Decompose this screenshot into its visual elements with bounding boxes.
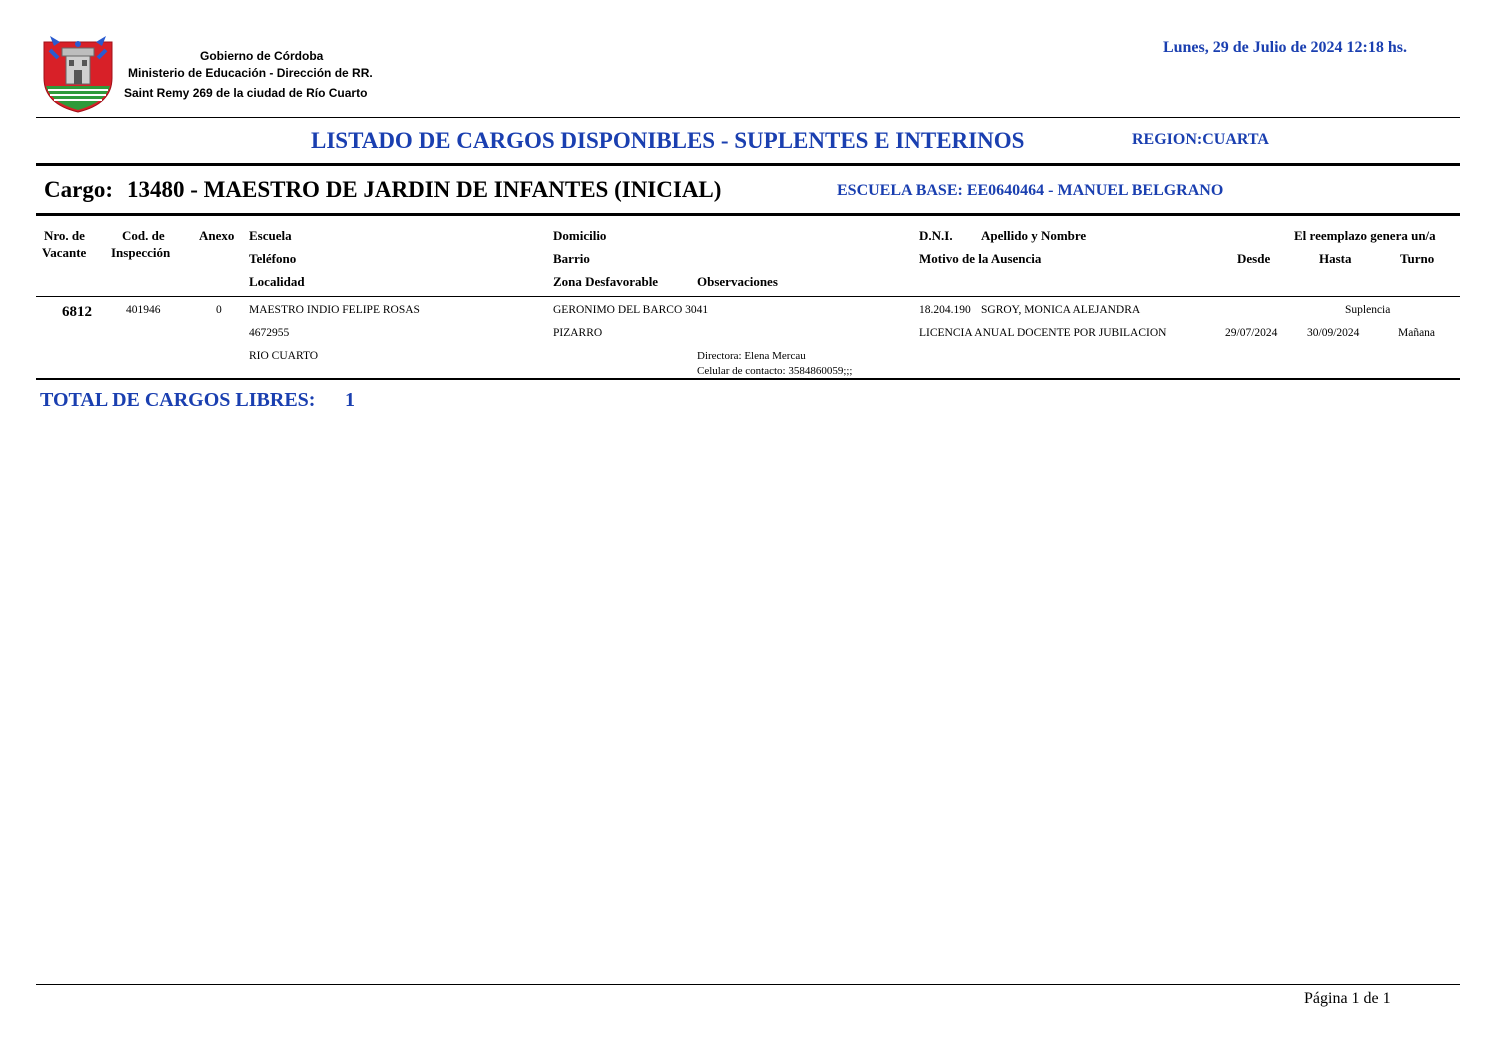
row-anexo: 0 [216, 304, 222, 316]
footer-divider [36, 984, 1460, 985]
col-nro-2: Vacante [42, 245, 87, 260]
row-barrio: PIZARRO [553, 327, 603, 339]
col-turno: Turno [1400, 251, 1435, 266]
row-desde: 29/07/2024 [1225, 327, 1278, 339]
row-dni: 18.204.190 [919, 304, 971, 316]
total-label: TOTAL DE CARGOS LIBRES: [40, 389, 316, 411]
row-obs-1: Directora: Elena Mercau [697, 350, 806, 362]
gov-line-2: Ministerio de Educación - Dirección de RR. [128, 66, 373, 80]
cargo-label: Cargo: [44, 177, 113, 202]
col-hasta: Hasta [1319, 251, 1352, 266]
row-divider [36, 378, 1460, 380]
col-nro-1: Nro. de [44, 228, 85, 243]
top-divider [36, 117, 1460, 118]
title-divider [36, 163, 1460, 166]
row-hasta: 30/09/2024 [1307, 327, 1360, 339]
col-barrio: Barrio [553, 251, 590, 266]
col-reemplazo: El reemplazo genera un/a [1294, 228, 1436, 243]
escuela-base: ESCUELA BASE: EE0640464 - MANUEL BELGRANO [837, 182, 1224, 199]
col-desde: Desde [1237, 251, 1271, 266]
total-value: 1 [345, 389, 355, 411]
row-telefono: 4672955 [249, 327, 290, 339]
col-localidad: Localidad [249, 274, 305, 289]
gov-line-3: Saint Remy 269 de la ciudad de Río Cuarto [124, 86, 368, 100]
col-domicilio: Domicilio [553, 228, 607, 243]
row-escuela: MAESTRO INDIO FELIPE ROSAS [249, 304, 420, 316]
page-title: LISTADO DE CARGOS DISPONIBLES - SUPLENTES E INTERINOS [311, 128, 1025, 153]
row-localidad: RIO CUARTO [249, 350, 319, 362]
cargo-divider [36, 213, 1460, 216]
row-motivo: LICENCIA ANUAL DOCENTE POR JUBILACION [919, 327, 1167, 339]
col-telefono: Teléfono [249, 251, 297, 266]
col-zona: Zona Desfavorable [553, 274, 659, 289]
page-number: Página 1 de 1 [1304, 990, 1391, 1007]
col-cod-2: Inspección [111, 245, 171, 260]
row-obs-2: Celular de contacto: 3584860059;;; [697, 365, 853, 377]
col-anexo: Anexo [199, 228, 235, 243]
col-apellido: Apellido y Nombre [981, 228, 1087, 243]
gov-line-1: Gobierno de Córdoba [200, 49, 324, 63]
cargo-value: 13480 - MAESTRO DE JARDIN DE INFANTES (INICIAL) [127, 177, 722, 202]
row-cod: 401946 [126, 304, 161, 316]
coat-of-arms-icon [40, 34, 116, 114]
col-dni: D.N.I. [919, 228, 953, 243]
row-turno: Mañana [1398, 327, 1436, 339]
row-nombre: SGROY, MONICA ALEJANDRA [981, 304, 1141, 316]
col-escuela: Escuela [249, 228, 292, 243]
region-label: REGION:CUARTA [1132, 131, 1269, 148]
col-cod-1: Cod. de [122, 228, 165, 243]
row-domicilio: GERONIMO DEL BARCO 3041 [553, 304, 709, 316]
row-tipo: Suplencia [1345, 304, 1391, 316]
header-divider [36, 296, 1460, 297]
col-motivo: Motivo de la Ausencia [919, 251, 1042, 266]
col-observaciones: Observaciones [697, 274, 778, 289]
row-nro: 6812 [62, 304, 92, 320]
report-date: Lunes, 29 de Julio de 2024 12:18 hs. [1162, 39, 1407, 56]
